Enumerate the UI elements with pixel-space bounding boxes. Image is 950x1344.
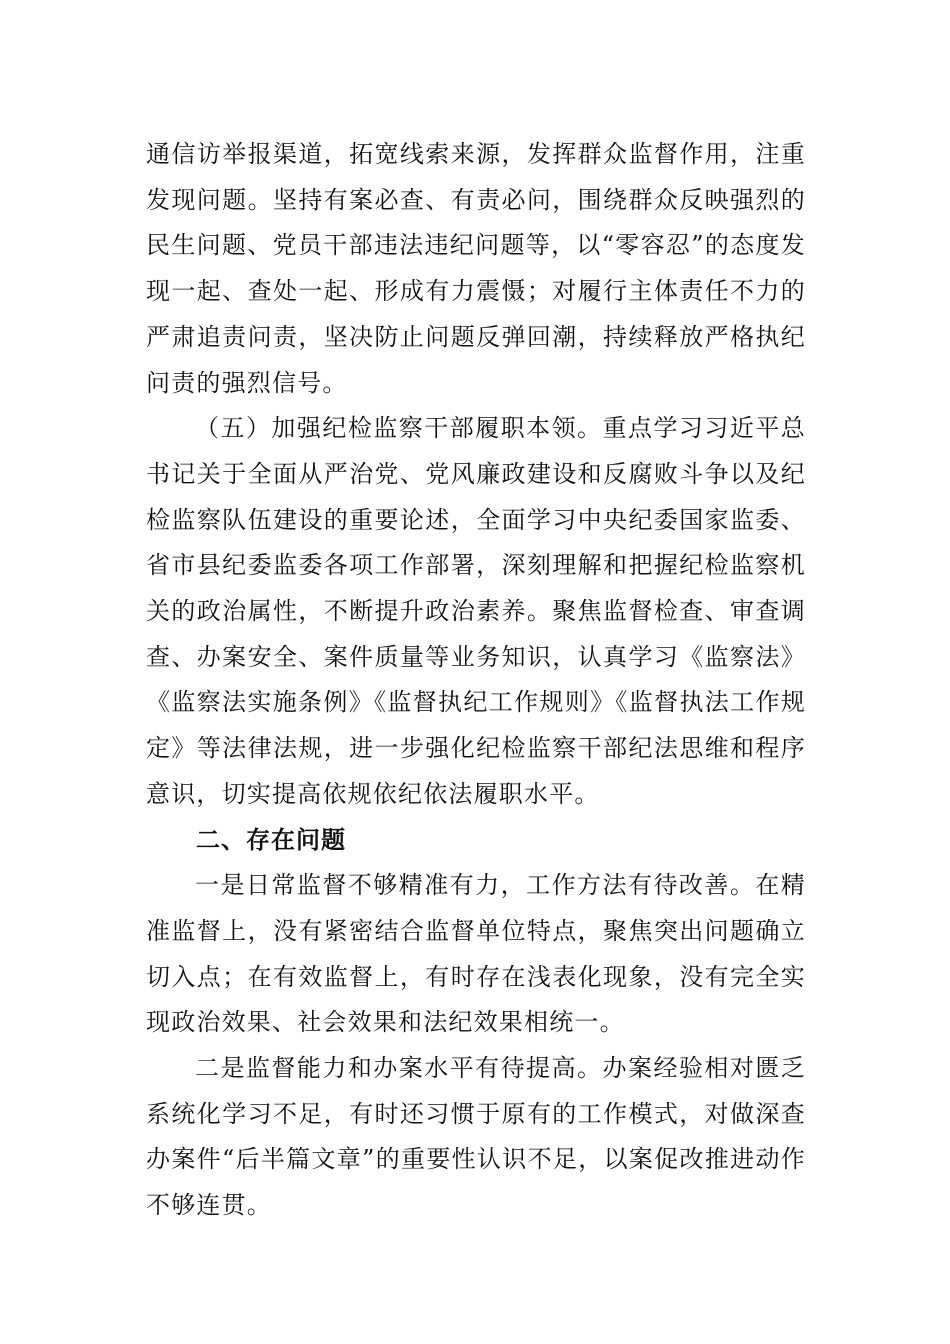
paragraph-issue-two: 二是监督能力和办案水平有待提高。办案经验相对匮乏系统化学习不足，有时还习惯于原有的工作模式，对做深查办案件“后半篇文章”的重要性认识不足，以案促改推进动作不够连贯。 bbox=[146, 1054, 806, 1220]
paragraph-issue-one: 一是日常监督不够精准有力，工作方法有待改善。在精准监督上，没有紧密结合监督单位特点，聚焦突出问题确立切入点；在有效监督上，有时存在浅表化现象，没有完全实现政治效果、社会效果和法纪效果相统一。 bbox=[146, 871, 806, 1037]
paragraph-section-five: （五）加强纪检监察干部履职本领。重点学习习近平总书记关于全面从严治党、党风廉政建设和反腐败斗争以及纪检监察队伍建设的重要论述，全面学习中央纪委国家监委、省市县纪委监委各项工作部署，深刻理解和把握纪检监察机关的政治属性，不断提升政治素养。聚焦监督检查、审查调查、办案安全、案件质量等业务知识，认真学习《监察法》《监察法实施条例》《监督执纪工作规则》《监督执法工作规定》等法律法规，进一步强化纪检监察干部纪法思维和程序意识，切实提高依规依纪依法履职水平。 bbox=[146, 414, 806, 808]
section-heading-problems: 二、存在问题 bbox=[196, 825, 346, 854]
document-page bbox=[146, 132, 806, 1229]
paragraph-continued: 通信访举报渠道，拓宽线索来源，发挥群众监督作用，注重发现问题。坚持有案必查、有责必问，围绕群众反映强烈的民生问题、党员干部违法违纪问题等，以“零容忍”的态度发现一起、查处一起、形成有力震慑；对履行主体责任不力的严肃追责问责，坚决防止问题反弹回潮，持续释放严格执纪问责的强烈信号。 bbox=[146, 140, 806, 397]
